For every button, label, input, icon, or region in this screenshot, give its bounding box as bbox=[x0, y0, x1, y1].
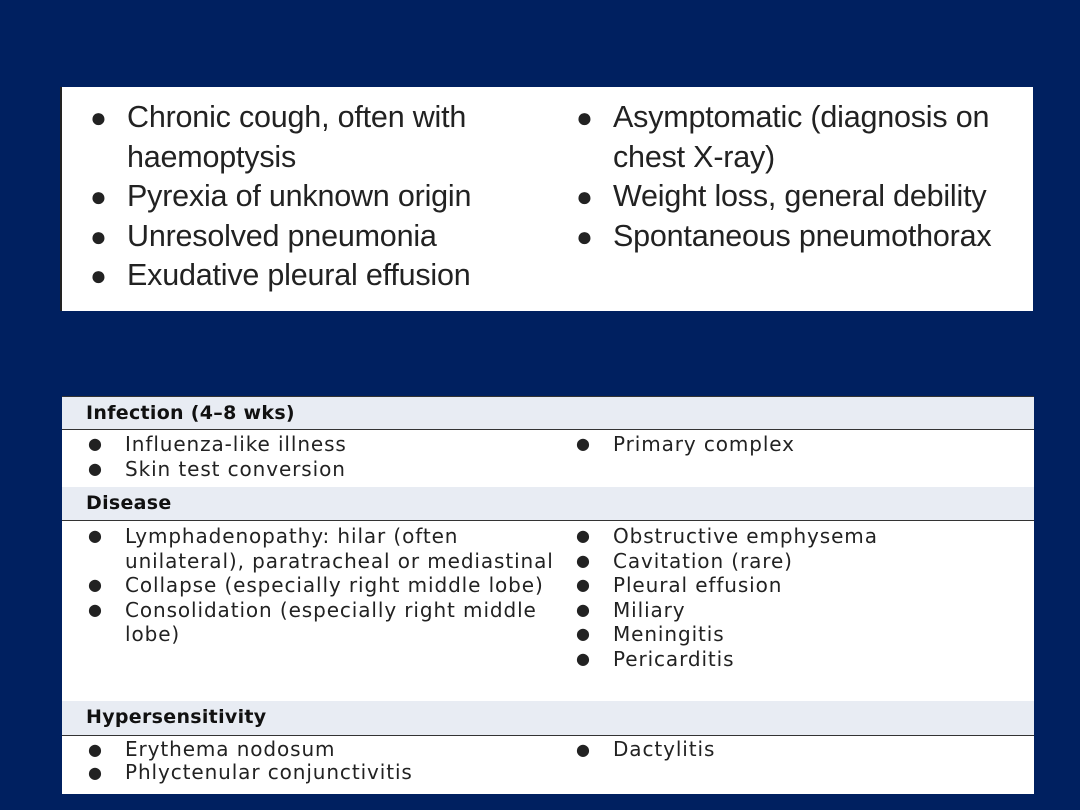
list-item: ● Meningitis bbox=[576, 622, 725, 646]
list-item: ● Collapse (especially right middle lobe) bbox=[88, 573, 544, 597]
disease-right-column bbox=[576, 524, 1026, 671]
list-item: ● Skin test conversion bbox=[88, 456, 346, 481]
disease-left-column bbox=[88, 524, 568, 647]
section-header-hypersensitivity: Hypersensitivity bbox=[62, 701, 1034, 736]
section-body-hypersensitivity bbox=[62, 738, 1034, 792]
bullet-icon: ● bbox=[88, 526, 103, 545]
bullet-icon: ● bbox=[576, 740, 591, 759]
list-item: ● Weight loss, general debility bbox=[576, 177, 1028, 217]
bullet-icon: ● bbox=[88, 599, 103, 619]
list-item: ● Pyrexia of unknown origin bbox=[90, 177, 530, 217]
bullet-icon: ● bbox=[576, 220, 593, 252]
bullet-icon: ● bbox=[88, 740, 103, 759]
list-item: ● Asymptomatic (diagnosis on chest X-ray) bbox=[576, 100, 990, 174]
bullet-icon: ● bbox=[576, 648, 591, 668]
list-item: ● Lymphadenopathy: hilar (often unilateral), paratracheal or mediastinal bbox=[88, 524, 554, 573]
list-item: ● Phlyctenular conjunctivitis bbox=[88, 760, 413, 784]
hypersensitivity-left-column bbox=[88, 738, 568, 784]
list-item: ● Miliary bbox=[576, 597, 686, 622]
infection-right-column bbox=[576, 432, 1026, 457]
section-header-disease: Disease bbox=[62, 487, 1034, 521]
bullet-icon: ● bbox=[88, 458, 103, 478]
section-body-disease bbox=[62, 524, 1034, 700]
section-header-infection: Infection (4–8 wks) bbox=[62, 396, 1034, 430]
bullet-icon: ● bbox=[576, 599, 591, 619]
bullet-icon: ● bbox=[88, 575, 103, 594]
symptoms-panel bbox=[60, 87, 1033, 311]
list-item: ● Obstructive emphysema bbox=[576, 524, 878, 548]
list-item: ● Erythema nodosum bbox=[88, 737, 336, 761]
symptoms-right-column bbox=[576, 98, 1028, 256]
list-item: ● Chronic cough, often with haemoptysis bbox=[90, 100, 467, 174]
list-item: ● Influenza-like illness bbox=[88, 432, 347, 456]
list-item: ● Exudative pleural effusion bbox=[90, 256, 530, 296]
bullet-icon: ● bbox=[90, 181, 107, 212]
bullet-icon: ● bbox=[576, 181, 593, 212]
list-item: ● Pleural effusion bbox=[576, 573, 783, 597]
bullet-icon: ● bbox=[90, 260, 107, 291]
bullet-icon: ● bbox=[90, 220, 107, 252]
infection-left-column bbox=[88, 432, 568, 481]
symptoms-left-column bbox=[90, 98, 530, 296]
bullet-icon: ● bbox=[576, 434, 591, 453]
list-item: ● Spontaneous pneumothorax bbox=[576, 217, 1028, 257]
bullet-icon: ● bbox=[90, 102, 107, 133]
list-item: ● Unresolved pneumonia bbox=[90, 217, 530, 257]
list-item: ● Pericarditis bbox=[576, 646, 735, 671]
bullet-icon: ● bbox=[576, 575, 591, 594]
bullet-icon: ● bbox=[88, 763, 103, 782]
list-item: ● Dactylitis bbox=[576, 737, 716, 761]
bullet-icon: ● bbox=[88, 434, 103, 453]
list-item: ● Cavitation (rare) bbox=[576, 548, 793, 573]
section-body-infection bbox=[62, 432, 1034, 485]
hypersensitivity-right-column bbox=[576, 738, 1026, 761]
list-item: ● Primary complex bbox=[576, 432, 795, 456]
list-item: ● Consolidation (especially right middle lobe) bbox=[88, 597, 537, 646]
bullet-icon: ● bbox=[576, 102, 593, 133]
manifestations-table bbox=[62, 396, 1034, 794]
bullet-icon: ● bbox=[576, 526, 591, 545]
bullet-icon: ● bbox=[576, 624, 591, 643]
bullet-icon: ● bbox=[576, 550, 591, 570]
